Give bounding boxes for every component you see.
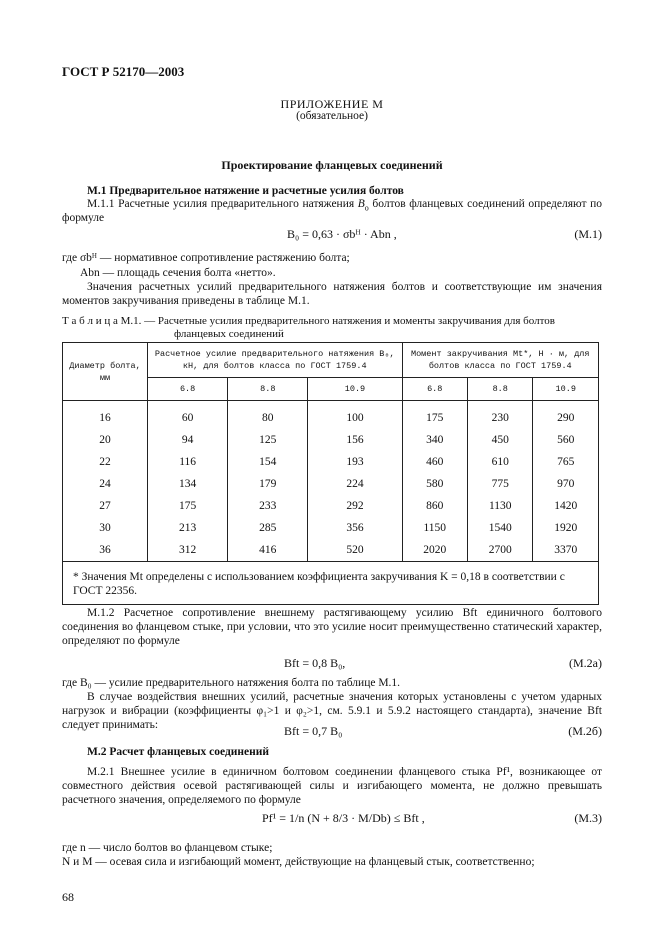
col-header-moment: Момент закручивания Mt*, Н · м, для болтов класса по ГОСТ 1759.4	[402, 343, 599, 378]
table-cell: 100	[308, 407, 402, 429]
m12-paragraph-2: В случае воздействия внешних усилий, расчетные значения которых установлены с учетом ударных нагрузок и вибрации (коэффициенты φ₁>1 и φ₂>1, см. 5.9.1 и 5.9.2 настоящего стандарта), значение Bft следует принимать:	[62, 691, 602, 731]
table-cell: 230	[467, 407, 532, 429]
section-title: Проектирование фланцевых соединений	[221, 158, 443, 172]
table-cell: 224	[308, 473, 402, 495]
m1-paragraph-2: Значения расчетных усилий предварительного натяжения болтов и соответствующие им значения моментов закручивания приведены в таблице М.1.	[62, 281, 602, 307]
table-cell: 193	[308, 451, 402, 473]
table-cell: 290	[533, 407, 599, 429]
table-cell: 312	[148, 539, 228, 562]
table-cell: 156	[308, 429, 402, 451]
table-cell: 460	[402, 451, 467, 473]
table-cell: 292	[308, 495, 402, 517]
formula-m3-number: (М.3)	[574, 811, 602, 825]
table-cell: 1920	[533, 517, 599, 539]
table-cell: 179	[228, 473, 308, 495]
formula-m3-text: Pf¹ = 1/n (N + 8/3 · M/Db) ≤ Bft ,	[262, 811, 425, 825]
table-cell: 22	[63, 451, 148, 473]
bolt-table	[62, 342, 599, 605]
table-cell: 416	[228, 539, 308, 562]
table-cell: 340	[402, 429, 467, 451]
table-cell: 860	[402, 495, 467, 517]
table-cell: 213	[148, 517, 228, 539]
table-cell: 1420	[533, 495, 599, 517]
table-cell: 356	[308, 517, 402, 539]
table-cell: 94	[148, 429, 228, 451]
table-cell: 560	[533, 429, 599, 451]
table-row	[63, 517, 599, 539]
table-cell: 610	[467, 451, 532, 473]
table-cell: 1130	[467, 495, 532, 517]
class-header: 6.8	[402, 378, 467, 401]
m1-where-2: Abn — площадь сечения болта «нетто».	[80, 267, 276, 279]
table-cell: 134	[148, 473, 228, 495]
table-cell: 450	[467, 429, 532, 451]
table-cell: 80	[228, 407, 308, 429]
col-header-diameter: Диаметр болта, мм	[63, 343, 148, 401]
table-cell: 520	[308, 539, 402, 562]
table-cell: 765	[533, 451, 599, 473]
appendix-title: ПРИЛОЖЕНИЕ М	[280, 97, 384, 111]
doc-code: ГОСТ Р 52170—2003	[62, 64, 185, 79]
table-cell: 36	[63, 539, 148, 562]
m1-heading: М.1 Предварительное натяжение и расчетные усилия болтов	[87, 185, 404, 197]
table-cell: 175	[148, 495, 228, 517]
m12-where: где B₀ — усилие предварительного натяжения болта по таблице М.1.	[62, 677, 401, 689]
table-cell: 970	[533, 473, 599, 495]
table-cell: 125	[228, 429, 308, 451]
table-cell: 2020	[402, 539, 467, 562]
table-cell: 775	[467, 473, 532, 495]
class-header: 10.9	[308, 378, 402, 401]
table-cell: 1150	[402, 517, 467, 539]
table-row	[63, 407, 599, 429]
m12-paragraph-1: М.1.2 Расчетное сопротивление внешнему растягивающему усилию Bft единичного болтового соединения во фланцевом стыке, при условии, что это усилие носит преимущественно статический характер, определяют по формуле	[62, 607, 602, 647]
table-cell: 24	[63, 473, 148, 495]
table-cell: 1540	[467, 517, 532, 539]
table-row	[63, 495, 599, 517]
formula-m2a-text: Bft = 0,8 B₀,	[284, 656, 346, 670]
table-row	[63, 539, 599, 562]
table-cell: 233	[228, 495, 308, 517]
class-header: 8.8	[228, 378, 308, 401]
formula-m2a-number: (М.2а)	[569, 656, 602, 670]
formula-m2b-number: (М.2б)	[568, 724, 602, 738]
m1-paragraph-1: М.1.1 Расчетные усилия предварительного натяжения $B_o$ болтов фланцевых соединений определяют по формуле	[62, 198, 602, 224]
formula-m1-text: B₀ = 0,63 · σbᴴ · Abn ,	[287, 227, 397, 241]
table-cell: 2700	[467, 539, 532, 562]
table-cell: 175	[402, 407, 467, 429]
table-cell: 154	[228, 451, 308, 473]
col-header-force: Расчетное усилие предварительного натяжения B₀, кН, для болтов класса по ГОСТ 1759.4	[148, 343, 403, 378]
table-row	[63, 429, 599, 451]
table-cell: 580	[402, 473, 467, 495]
m2-where-1: где n — число болтов во фланцевом стыке;	[62, 842, 273, 854]
table-cell: 20	[63, 429, 148, 451]
appendix-subtitle: (обязательное)	[296, 110, 368, 122]
formula-m1-number: (М.1)	[574, 227, 602, 241]
table-caption: Т а б л и ц а М.1. — Расчетные усилия предварительного натяжения и моменты закручивания для болтов	[62, 315, 555, 327]
table-cell: 60	[148, 407, 228, 429]
table-row	[63, 451, 599, 473]
table-cell: 116	[148, 451, 228, 473]
table-cell: 27	[63, 495, 148, 517]
m2-paragraph-1: М.2.1 Внешнее усилие в единичном болтовом соединении фланцевого стыка Pf¹, возникающее от совместного действия осевой растягивающей силы и изгибающего момента, не должно превышать расчетного значения, определяемого по формуле	[62, 766, 602, 806]
table-cell: 30	[63, 517, 148, 539]
m2-where-2: N и M — осевая сила и изгибающий момент, действующие на фланцевый стык, соответственно;	[62, 856, 535, 868]
class-header: 10.9	[533, 378, 599, 401]
table-cell: 3370	[533, 539, 599, 562]
table-cell: 16	[63, 407, 148, 429]
table-footnote: * Значения Mt определены с использованием коэффициента закручивания K = 0,18 в соответствии с ГОСТ 22356.	[63, 561, 599, 604]
table-cell: 285	[228, 517, 308, 539]
table-caption-2: фланцевых соединений	[174, 328, 284, 340]
class-header: 8.8	[467, 378, 532, 401]
formula-m2b-text: Bft = 0,7 B₀	[284, 724, 343, 738]
page-number: 68	[62, 890, 74, 904]
m1-where-1: где σbᴴ — нормативное сопротивление растяжению болта;	[62, 252, 350, 264]
class-header: 6.8	[148, 378, 228, 401]
table-row	[63, 473, 599, 495]
m2-heading: М.2 Расчет фланцевых соединений	[87, 746, 270, 758]
